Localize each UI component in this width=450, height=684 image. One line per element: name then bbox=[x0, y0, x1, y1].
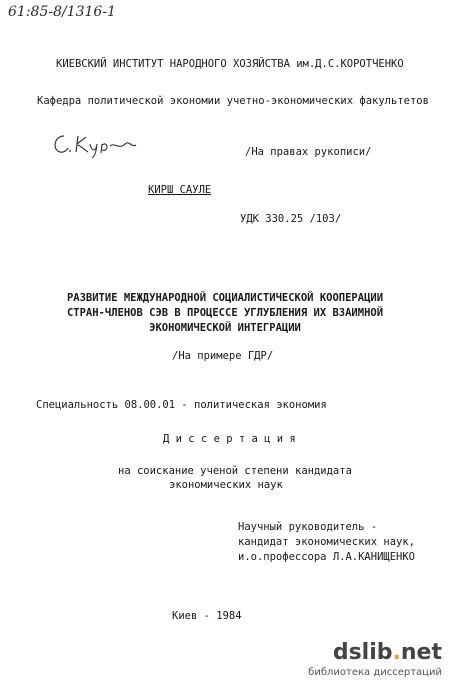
degree-line-2: экономических наук bbox=[169, 479, 283, 491]
degree-line-1: на соискание ученой степени кандидата bbox=[118, 465, 352, 477]
title-line-1: РАЗВИТИЕ МЕЖДУНАРОДНОЙ СОЦИАЛИСТИЧЕСКОЙ КООПЕРАЦИИ bbox=[66, 292, 384, 304]
udc-code: УДК 330.25 /103/ bbox=[240, 213, 342, 225]
watermark-logo-dot: . bbox=[392, 640, 401, 665]
work-type: Д и с с е р т а ц и я bbox=[163, 433, 296, 445]
title-line-3: ЭКОНОМИЧЕСКОЙ ИНТЕГРАЦИИ bbox=[149, 322, 301, 334]
department-name: Кафедра политической экономии учетно-экономических факультетов bbox=[37, 95, 429, 107]
watermark-logo-tld: net bbox=[400, 640, 442, 665]
institute-name: КИЕВСКИЙ ИНСТИТУТ НАРОДНОГО ХОЗЯЙСТВА им.Д.С.КОРОТЧЕНКО bbox=[56, 58, 404, 70]
author-name: КИРШ САУЛЕ bbox=[148, 184, 212, 196]
shelf-mark: 61:85-8/1316-1 bbox=[8, 4, 116, 20]
supervisor-line-2: кандидат экономических наук, bbox=[238, 536, 416, 548]
watermark-subtitle: библиотека диссертаций bbox=[308, 667, 442, 678]
specialty: Специальность 08.00.01 - политическая экономия bbox=[36, 399, 327, 411]
watermark-logo bbox=[333, 640, 442, 665]
handwritten-signature bbox=[50, 130, 140, 160]
supervisor-line-1: Научный руководитель - bbox=[238, 521, 378, 533]
manuscript-rights-note: /На правах рукописи/ bbox=[245, 146, 372, 158]
title-line-2: СТРАН-ЧЛЕНОВ СЭВ В ПРОЦЕССЕ УГЛУБЛЕНИЯ ИХ ВЗАИМНОЙ bbox=[66, 307, 384, 319]
subtitle: /На примере ГДР/ bbox=[172, 350, 274, 362]
watermark-logo-name: dslib bbox=[332, 640, 393, 665]
supervisor-line-3: и.о.профессора Л.А.КАНИЩЕНКО bbox=[238, 551, 416, 563]
watermark bbox=[308, 640, 442, 680]
city-year: Киев - 1984 bbox=[172, 610, 242, 622]
